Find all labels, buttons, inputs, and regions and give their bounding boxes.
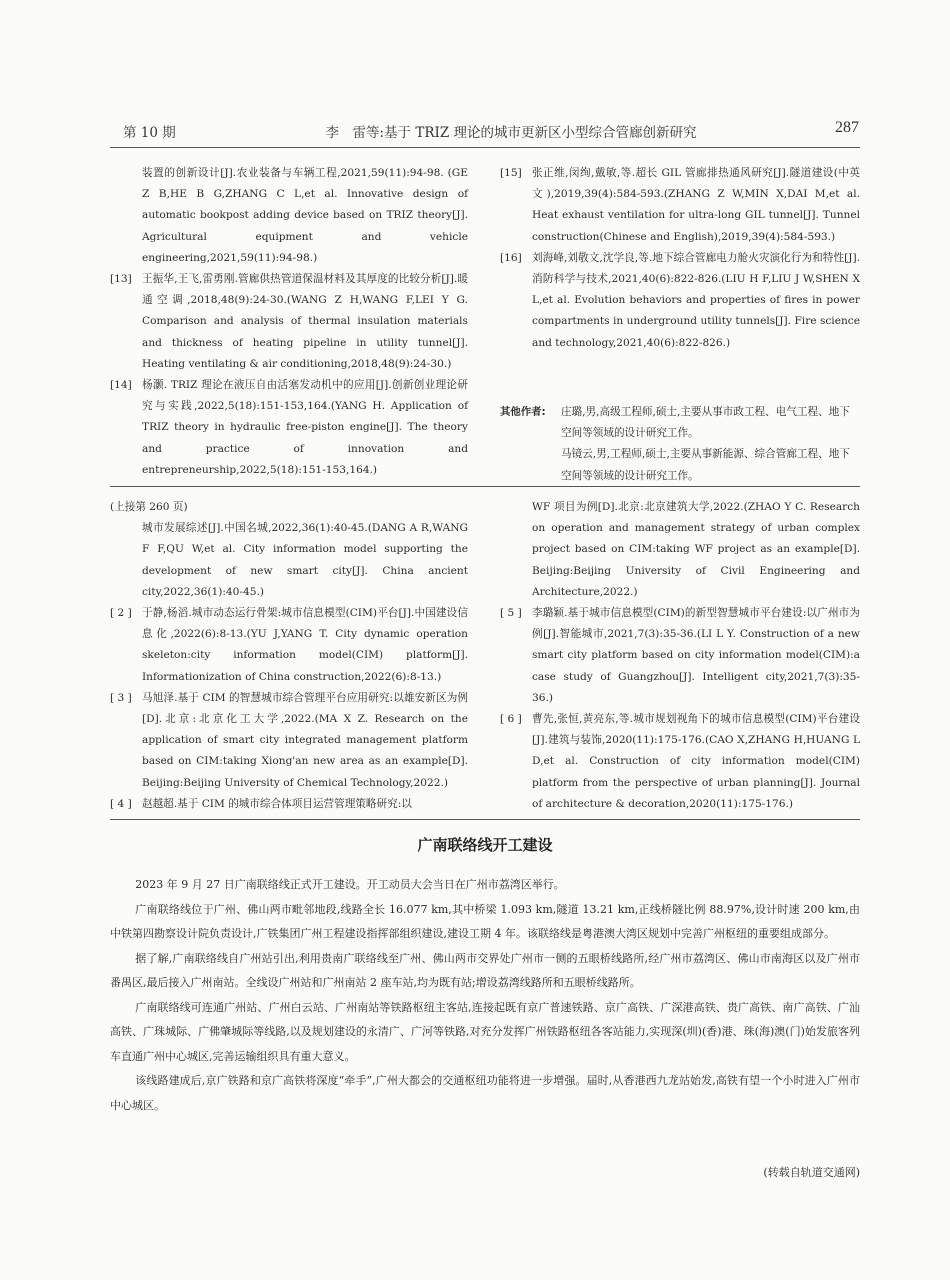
reference-item: [ 2 ] 于静,杨滔.城市动态运行骨架:城市信息模型(CIM)平台[J].中国建设信息化,2022(6):8-13.(YU J,YANG T. City dynamic operation skeleton:city information model(CIM) platform[J]. Informationization of China construction,2022(6):8-13.) xyxy=(110,607,468,683)
reference-item: 城市发展综述[J].中国名城,2022,36(1):40-45.(DANG A R,WANG F F,QU W,et al. City information model supporting the development of new smart city[J]. China ancient city,2022,36(1):40-45.) xyxy=(142,522,468,598)
continued-from: (上接第 260 页) xyxy=(110,501,188,513)
reference-item: [ 3 ] 马旭泽.基于 CIM 的智慧城市综合管理平台应用研究:以雄安新区为例[D].北京:北京化工大学,2022.(MA X Z. Research on the application of smart city integrated management platform based on CIM:taking Xiong'an new area as an example[D]. Beijing:Beijing University of Chemical Technology,2022.) xyxy=(110,691,468,789)
reference-item: 装置的创新设计[J].农业装备与车辆工程,2021,59(11):94-98. (GE Z B,HE B G,ZHANG C L,et al. Innovative design of automatic bookpost adding device based on TRIZ theory[J]. Agricultural equipment and vehicle engineering,2021,59(11):94-98.) xyxy=(142,167,468,264)
references-top-left xyxy=(110,163,468,481)
reference-item: [ 6 ] 曹先,张恒,黄亮东,等.城市规划视角下的城市信息模型(CIM)平台建设[J].建筑与装饰,2020(11):175-176.(CAO X,ZHANG H,HUANG L D,et al. Construction of city information model(CIM) platform from the perspective of urban planning[J]. Journal of architecture & decoration,2020(11):175-176.) xyxy=(500,713,860,810)
news-paragraph: 该线路建成后,京广铁路和京广高铁将深度“牵手”,广州大都会的交通枢纽功能将进一步增强。届时,从香港西九龙站始发,高铁有望一个小时进入广州市中心城区。 xyxy=(110,1074,860,1112)
reference-item: WF 项目为例[D].北京:北京建筑大学,2022.(ZHAO Y C. Research on operation and management strategy of urban complex project based on CIM:taking WF project as an example[D]. Beijing:Beijing University of Civil Engineering and Architecture,2022.) xyxy=(532,501,860,598)
reference-item: [ 4 ] 赵越超.基于 CIM 的城市综合体项目运营管理策略研究:以 xyxy=(110,797,412,810)
references-mid-left xyxy=(110,497,468,815)
section-rule xyxy=(110,819,860,820)
news-paragraph: 广南联络线位于广州、佛山两市毗邻地段,线路全长 16.077 km,其中桥梁 1.093 km,隧道 13.21 km,正线桥隧比例 88.97%,设计时速 200 km,由中铁第四勘察设计院负责设计,广铁集团广州工程建设指挥部组织建设,建设工期 4 年。该联络线是粤港澳大湾区规划中完善广州枢纽的重要组成部分。 xyxy=(110,902,860,940)
reference-item: [14] 杨灏. TRIZ 理论在液压自由活塞发动机中的应用[J].创新创业理论研究与实践,2022,5(18):151-153,164.(YANG H. Application of TRIZ theory in hydraulic free-piston engine[J]. The theory and practice of innovation and entrepreneurship,2022,5(18):151-153,164.) xyxy=(110,379,468,476)
page-number: 287 xyxy=(835,119,859,136)
reference-item: [13] 王振华,王飞,雷勇刚.管廊供热管道保温材料及其厚度的比较分析[J].暖通空调,2018,48(9):24-30.(WANG Z H,WANG F,LEI Y G. Comparison and analysis of thermal insulation materials and thickness of heating pipeline in utility tunnel[J]. Heating ventilating & air conditioning,2018,48(9):24-30.) xyxy=(110,273,468,370)
author-bio: 庄璐,男,高级工程师,硕士,主要从事市政工程、电气工程、地下空间等领域的设计研究工作。 xyxy=(561,406,850,440)
references-mid-right xyxy=(500,497,860,815)
news-paragraph: 据了解,广南联络线自广州站引出,利用贵南广联络线至广州、佛山两市交界处广州市一侧的五眼桥线路所,经广州市荔湾区、佛山市南海区以及广州市番禺区,最后接入广州南站。全线设广州站和广州南站 2 座车站,均为既有站;增设荔湾线路所和五眼桥线路所。 xyxy=(110,951,860,989)
other-authors xyxy=(500,402,860,487)
section-rule xyxy=(110,486,860,487)
references-top-right xyxy=(500,163,860,354)
reference-item: [ 5 ] 李璐颖.基于城市信息模型(CIM)的新型智慧城市平台建设:以广州市为例[J].智能城市,2021,7(3):35-36.(LI L Y. Construction of a new smart city platform based on city information model(CIM):a case study of Guangzhou[J]. Intelligent city,2021,7(3):35-36.) xyxy=(500,607,860,704)
news-paragraph: 2023 年 9 月 27 日广南联络线正式开工建设。开工动员大会当日在广州市荔湾区举行。 xyxy=(135,878,565,891)
running-header xyxy=(123,119,859,145)
author-bio: 马镜云,男,工程师,硕士,主要从事新能源、综合管廊工程、地下空间等领域的设计研究工作。 xyxy=(561,448,850,482)
news-source: (转载自轨道交通网) xyxy=(763,1166,860,1179)
header-rule xyxy=(110,147,860,148)
running-title: 李 雷等:基于 TRIZ 理论的城市更新区小型综合管廊创新研究 xyxy=(325,125,697,141)
reference-item: [16] 刘海峰,刘敬文,沈学良,等.地下综合管廊电力舱火灾演化行为和特性[J].消防科学与技术,2021,40(6):822-826.(LIU H F,LIU J W,SHEN X L,et al. Evolution behaviors and properties of fires in power compartments in underground utility tunnels[J]. Fire science and technology,2021,40(6):822-826.) xyxy=(500,251,860,349)
other-authors-label: 其他作者: xyxy=(500,406,546,418)
issue-number: 第 10 期 xyxy=(123,125,176,141)
reference-item: [15] 张正维,闵绚,戴敏,等.超长 GIL 管廊排热通风研究[J].隧道建设(中英文),2019,39(4):584-593.(ZHANG Z W,MIN X,DAI M,et al. Heat exhaust ventilation for ultra-long GIL tunnel[J]. Tunnel construction(Chinese and English),2019,39(4):584-593.) xyxy=(500,167,860,243)
news-body xyxy=(110,873,860,1118)
news-title: 广南联络线开工建设 xyxy=(417,836,553,854)
news-paragraph: 广南联络线可连通广州站、广州白云站、广州南站等铁路枢纽主客站,连接起既有京广普速铁路、京广高铁、广深港高铁、贵广高铁、南广高铁、广汕高铁、广珠城际、广佛肇城际等线路,以及规划建设的永清广、广河等铁路,对充分发挥广州铁路枢纽各客站能力,实现深(圳)(香)港、珠(海)澳(门)始发旅客列车直通广州中心城区,完善运输组织具有重大意义。 xyxy=(110,1000,860,1063)
